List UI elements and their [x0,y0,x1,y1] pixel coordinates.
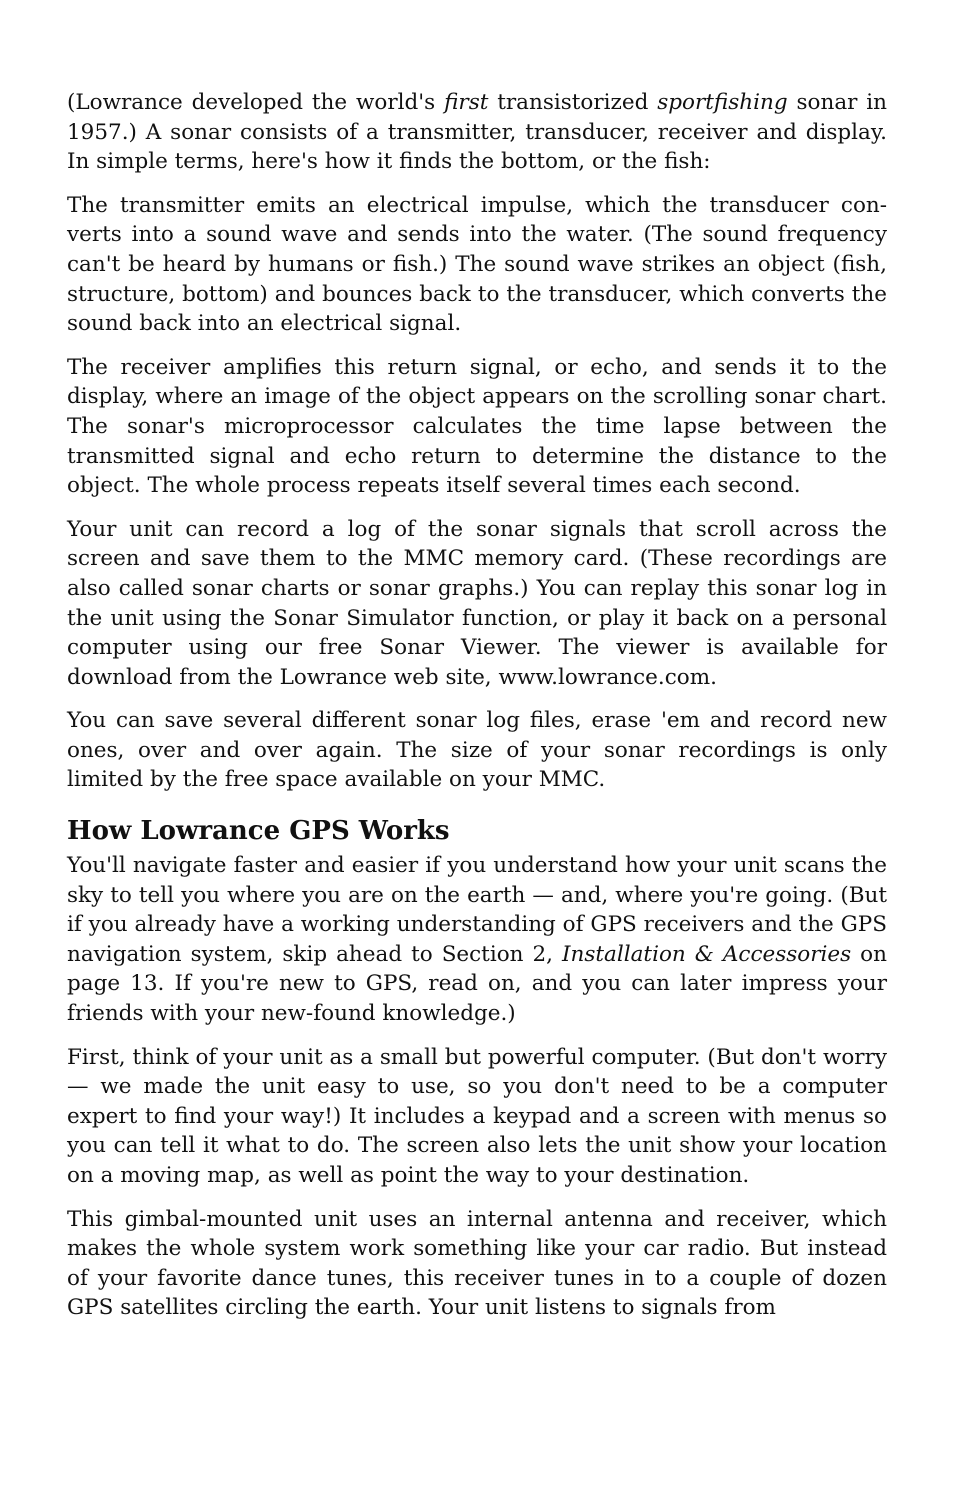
text-run: This gimbal-mounted unit uses an internal antenna and receiver, which makes the whole system work something like your car radio. But instead of your favorite dance tunes, this receiver tunes in to a couple of dozen GPS satellites circling the earth. Your unit listens to signals from [67,1206,887,1321]
italic-text: first [444,90,489,115]
italic-text: sportfishing [657,90,788,115]
body-paragraph [67,88,887,177]
body-paragraph [67,353,887,501]
body-paragraph [67,1205,887,1323]
text-run: The receiver amplifies this return signal, or echo, and sends it to the display, where an image of the object appears on the scrolling sonar chart. The sonar's microprocessor calculates the time lapse between the transmitted signal and echo return to determine the distance to the object. The whole process repeats itself several times each second. [67,354,887,499]
body-paragraph [67,1043,887,1191]
body-paragraph [67,191,887,339]
text-run: First, think of your unit as a small but powerful computer. (But don't worry — we made the unit easy to use, so you don't need to be a computer expert to find your way!) It includes a keypad and a screen with menus so you can tell it what to do. The screen also lets the unit show your location on a moving map, as well as point the way to your destination. [67,1044,887,1188]
text-run: sonar in 1957.) A sonar consists of a transmitter, transducer, receiver and display. In simple terms, here's how it finds the bottom, or the fish: [67,90,888,175]
text-run: You'll navigate faster and easier if you understand how your unit scans the sky to tell you where you are on the earth — and, where you're going. (But if you already have a working understanding of GPS receivers and the GPS navigation system, skip ahead to Section 2, [67,853,887,967]
text-run: on page 13. If you're new to GPS, read on, and you can later impress your friends with your new-found knowledge.) [67,941,887,1027]
body-paragraph [67,515,887,693]
text-run: (Lowrance developed the world's [67,90,445,115]
gps-section [67,851,887,1323]
section-heading: How Lowrance GPS Works [67,816,450,847]
italic-text: Installation & Accessories [562,941,852,967]
body-paragraph [67,851,887,1029]
sonar-section [67,88,887,795]
document-page [67,88,887,1337]
text-run: You can save several different sonar log files, erase 'em and record new ones, over and over again. The size of your sonar recordings is only limited by the free space available on your MMC. [67,708,887,793]
text-run: transistorized [488,90,658,115]
body-paragraph [67,706,887,795]
text-run: Your unit can record a log of the sonar signals that scroll across the screen and save them to the MMC memory card. (These recordings are also called sonar charts or sonar graphs.) You can replay this sonar log in the unit using the Sonar Simulator function, or play it back on a personal computer using our free Sonar Viewer. The viewer is available for download from the Lowrance web site, www.lowrance.com. [67,516,887,690]
text-run: The transmitter emits an electrical impulse, which the transducer converts into a sound wave and sends into the water. (The sound frequency can't be heard by humans or fish.) The sound wave strikes an object (fish, structure, bottom) and bounces back to the transducer, which converts the sound back into an electrical signal. [67,192,887,337]
